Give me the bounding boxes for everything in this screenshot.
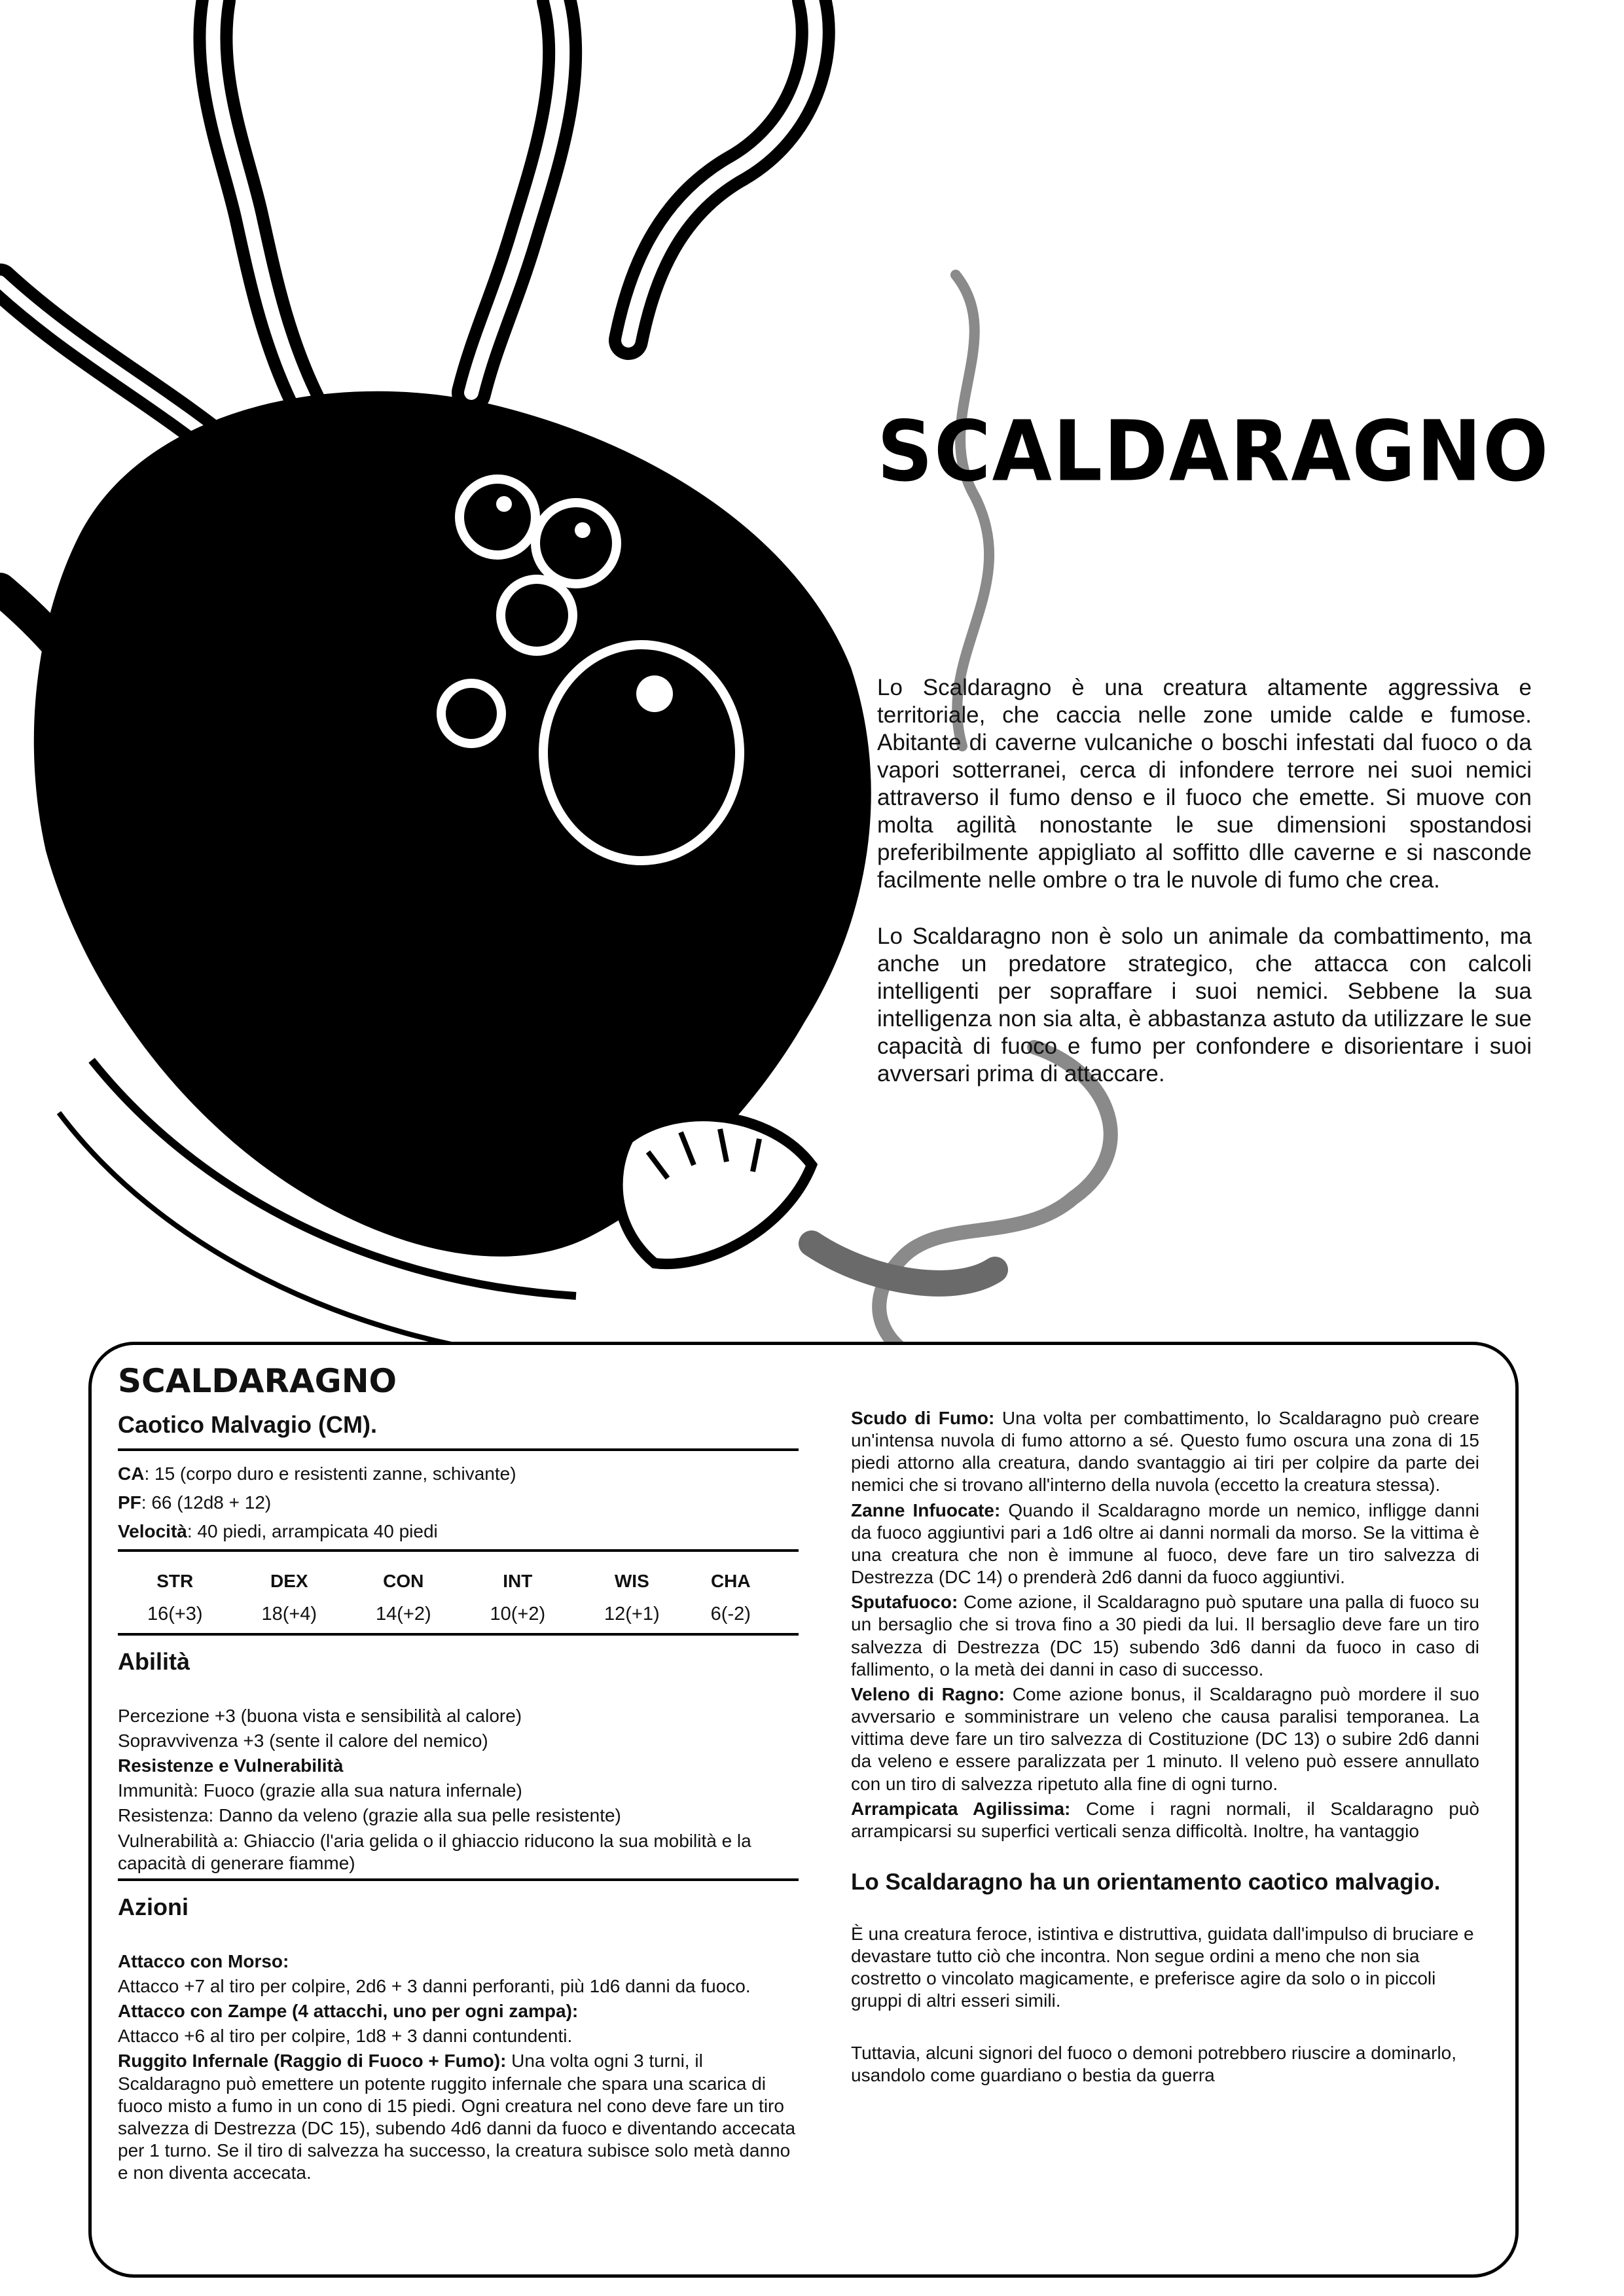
action-text: Una volta ogni 3 turni, il Scaldaragno può emettere un potente ruggito infernale che spara una scarica di fuoco misto a fumo in un cono di 15 piedi. Ogni creatura nel cono deve fare un tiro salvezza di Destrezza (DC 15), subendo 4d6 danni da fuoco e diventando accecata per 1 turno. Se il tiro di salvezza ha successo, la creatura subisce solo metà danno e non diventa accecata.	[118, 2051, 796, 2183]
ability-name: STR	[156, 1571, 194, 1592]
resist-line: Immunità: Fuoco (grazie alla sua natura infernale)	[118, 1780, 522, 1801]
resist-line: Resistenza: Danno da veleno (grazie alla sua pelle resistente)	[118, 1805, 621, 1826]
skill-line: Percezione +3 (buona vista e sensibilità al calore)	[118, 1705, 522, 1726]
action-text: Attacco +6 al tiro per colpire, 1d8 + 3 danni contundenti.	[118, 2026, 573, 2047]
action-item	[118, 2050, 799, 2184]
trait	[851, 1499, 1479, 1589]
ability-name: WIS	[614, 1571, 649, 1592]
trait	[851, 1591, 1479, 1681]
trait-name: Arrampicata Agilissima:	[851, 1798, 1071, 1819]
page-title: SCALDARAGNO	[877, 402, 1550, 500]
ability-name: INT	[503, 1571, 533, 1592]
trait-text: Quando il Scaldaragno morde un nemico, infligge danni da fuoco aggiuntivi pari a 1d6 oltre ai danni normali da morso. Se la vittima è una creatura che non è immune al fuoco, deve fare un tiro salvezza di Destrezza (DC 14) o prenderà 2d6 danni da fuoco aggiuntivi.	[851, 1499, 1479, 1588]
spider-leg	[213, 0, 308, 406]
stat-block-left	[118, 1361, 799, 2187]
ability-score: 18(+4)	[261, 1603, 317, 1624]
ability-name: CON	[383, 1571, 424, 1592]
divider	[118, 1448, 799, 1451]
orientation-heading: Lo Scaldaragno ha un orientamento caotico malvagio.	[851, 1869, 1441, 1895]
spider-eye	[543, 645, 740, 861]
intro-paragraph: Lo Scaldaragno non è solo un animale da combattimento, ma anche un predatore strategico, che attacca con calcoli intelligenti per sopraffare i suoi nemici. Sebbene la sua intelligenza non sia alta, è abbastanza astuto da utilizzare le sue capacità di fuoco e fumo per confondere e disorientare i suoi avversari prima di attaccare.	[877, 924, 1532, 1086]
ability-score: 6(-2)	[710, 1603, 751, 1624]
trait-name: Zanne Infuocate:	[851, 1499, 1001, 1520]
trait	[851, 1683, 1479, 1795]
trait-text: Una volta per combattimento, lo Scaldaragno può creare un'intensa nuvola di fumo attorno a sé. Questo fumo oscura una zona di 15 piedi attorno alla creatura, dando svantaggio ai tiri per colpire da parte dei nemici che si trovano all'interno della nuvola (eccetto la creatura stessa).	[851, 1408, 1480, 1496]
ability-name: CHA	[710, 1571, 751, 1592]
divider	[118, 1549, 799, 1552]
ability-score: 12(+1)	[604, 1603, 660, 1624]
trait	[851, 1798, 1479, 1842]
speed: Velocità: 40 piedi, arrampicata 40 piedi	[118, 1521, 438, 1542]
intro-paragraph: Lo Scaldaragno è una creatura altamente aggressiva e territoriale, che caccia nelle zone umide calde e fumose. Abitante di caverne vulcaniche o boschi infestati dal fuoco o da vapori sotterranei, cerca di infondere terrore nei suoi nemici attraverso il fumo denso e il fuoco che emette. Si muove con molta agilità nonostante le sue dimensioni spostandosi preferibilmente appigliato al soffitto dlle caverne e si nasconde facilmente nelle ombre o tra le nuvole di fumo che crea.	[877, 675, 1532, 893]
ability-name: DEX	[270, 1571, 308, 1592]
trait-name: Sputafuoco:	[851, 1592, 958, 1613]
ability-score: 14(+2)	[375, 1603, 431, 1624]
ability-scores	[118, 1570, 772, 1626]
resist-heading: Resistenze e Vulnerabilità	[118, 1755, 344, 1776]
stat-block-title: SCALDARAGNO	[118, 1362, 397, 1400]
spider-eye	[460, 479, 535, 555]
intro-text	[877, 674, 1532, 1117]
trait-text: Come azione bonus, il Scaldaragno può mordere il suo avversario e somministrare un veleno che causa paralisi temporanea. La vittima deve fare un tiro salvezza di Costituzione (DC 13) o subire 2d6 danni da veleno e essere paralizzata per 1 minuto. Il veleno può essere annullato con un tiro di salvezza ripetuto alla fine di ogni turno.	[851, 1683, 1479, 1794]
trait-name: Veleno di Ragno:	[851, 1683, 1005, 1704]
resist-line: Vulnerabilità a: Ghiaccio (l'aria gelida o il ghiaccio riducono la sua mobilità e la capacità di generare fiamme)	[118, 1830, 751, 1873]
trait-text: Come azione, il Scaldaragno può sputare una palla di fuoco su un bersaglio che si trova fino a 30 piedi da lui. Il bersaglio deve fare un tiro salvezza di Destrezza (DC 15) subendo 3d6 danni da fuoco in caso di fallimento, o la metà dei danni in caso di successo.	[851, 1592, 1479, 1679]
armor-class: CA: 15 (corpo duro e resistenti zanne, schivante)	[118, 1463, 516, 1484]
closing-paragraph: È una creatura feroce, istintiva e distruttiva, guidata dall'impulso di bruciare e devastare tutto ciò che incontra. Non segue ordini a meno che non sia costretto o vincolato magicamente, e preferisce agire da solo o in piccoli gruppi di altri esseri simili.	[851, 1923, 1474, 2011]
trait-name: Scudo di Fumo:	[851, 1408, 995, 1428]
trait	[851, 1407, 1479, 1497]
spider-eye	[441, 683, 501, 744]
spider-eye	[535, 503, 617, 584]
skill-line: Sopravvivenza +3 (sente il calore del nemico)	[118, 1730, 488, 1751]
spider-eye	[501, 579, 573, 651]
divider	[118, 1878, 799, 1881]
stat-block-right	[851, 1407, 1479, 2117]
closing-paragraph: Tuttavia, alcuni signori del fuoco o demoni potrebbero riuscire a dominarlo, usandolo come guardiano o bestia da guerra	[851, 2043, 1457, 2086]
actions-heading: Azioni	[118, 1893, 189, 1920]
spider-mouth	[618, 1116, 812, 1264]
ability-score: 16(+3)	[147, 1603, 203, 1624]
action-text: Attacco +7 al tiro per colpire, 2d6 + 3 danni perforanti, più 1d6 danni da fuoco.	[118, 1975, 751, 1996]
action-name: Ruggito Infernale (Raggio di Fuoco + Fumo):	[118, 2051, 507, 2072]
action-name: Attacco con Morso:	[118, 1950, 289, 1971]
skills-heading: Abilità	[118, 1647, 190, 1675]
trait-text: Come i ragni normali, il Scaldaragno può arrampicarsi su superfici verticali senza difficoltà. Inoltre, ha vantaggio	[851, 1798, 1479, 1841]
action-name: Attacco con Zampe (4 attacchi, uno per ogni zampa):	[118, 2001, 579, 2022]
alignment: Caotico Malvagio (CM).	[118, 1411, 378, 1438]
ability-score: 10(+2)	[490, 1603, 546, 1624]
hit-points: PF: 66 (12d8 + 12)	[118, 1492, 272, 1513]
divider	[118, 1633, 799, 1636]
